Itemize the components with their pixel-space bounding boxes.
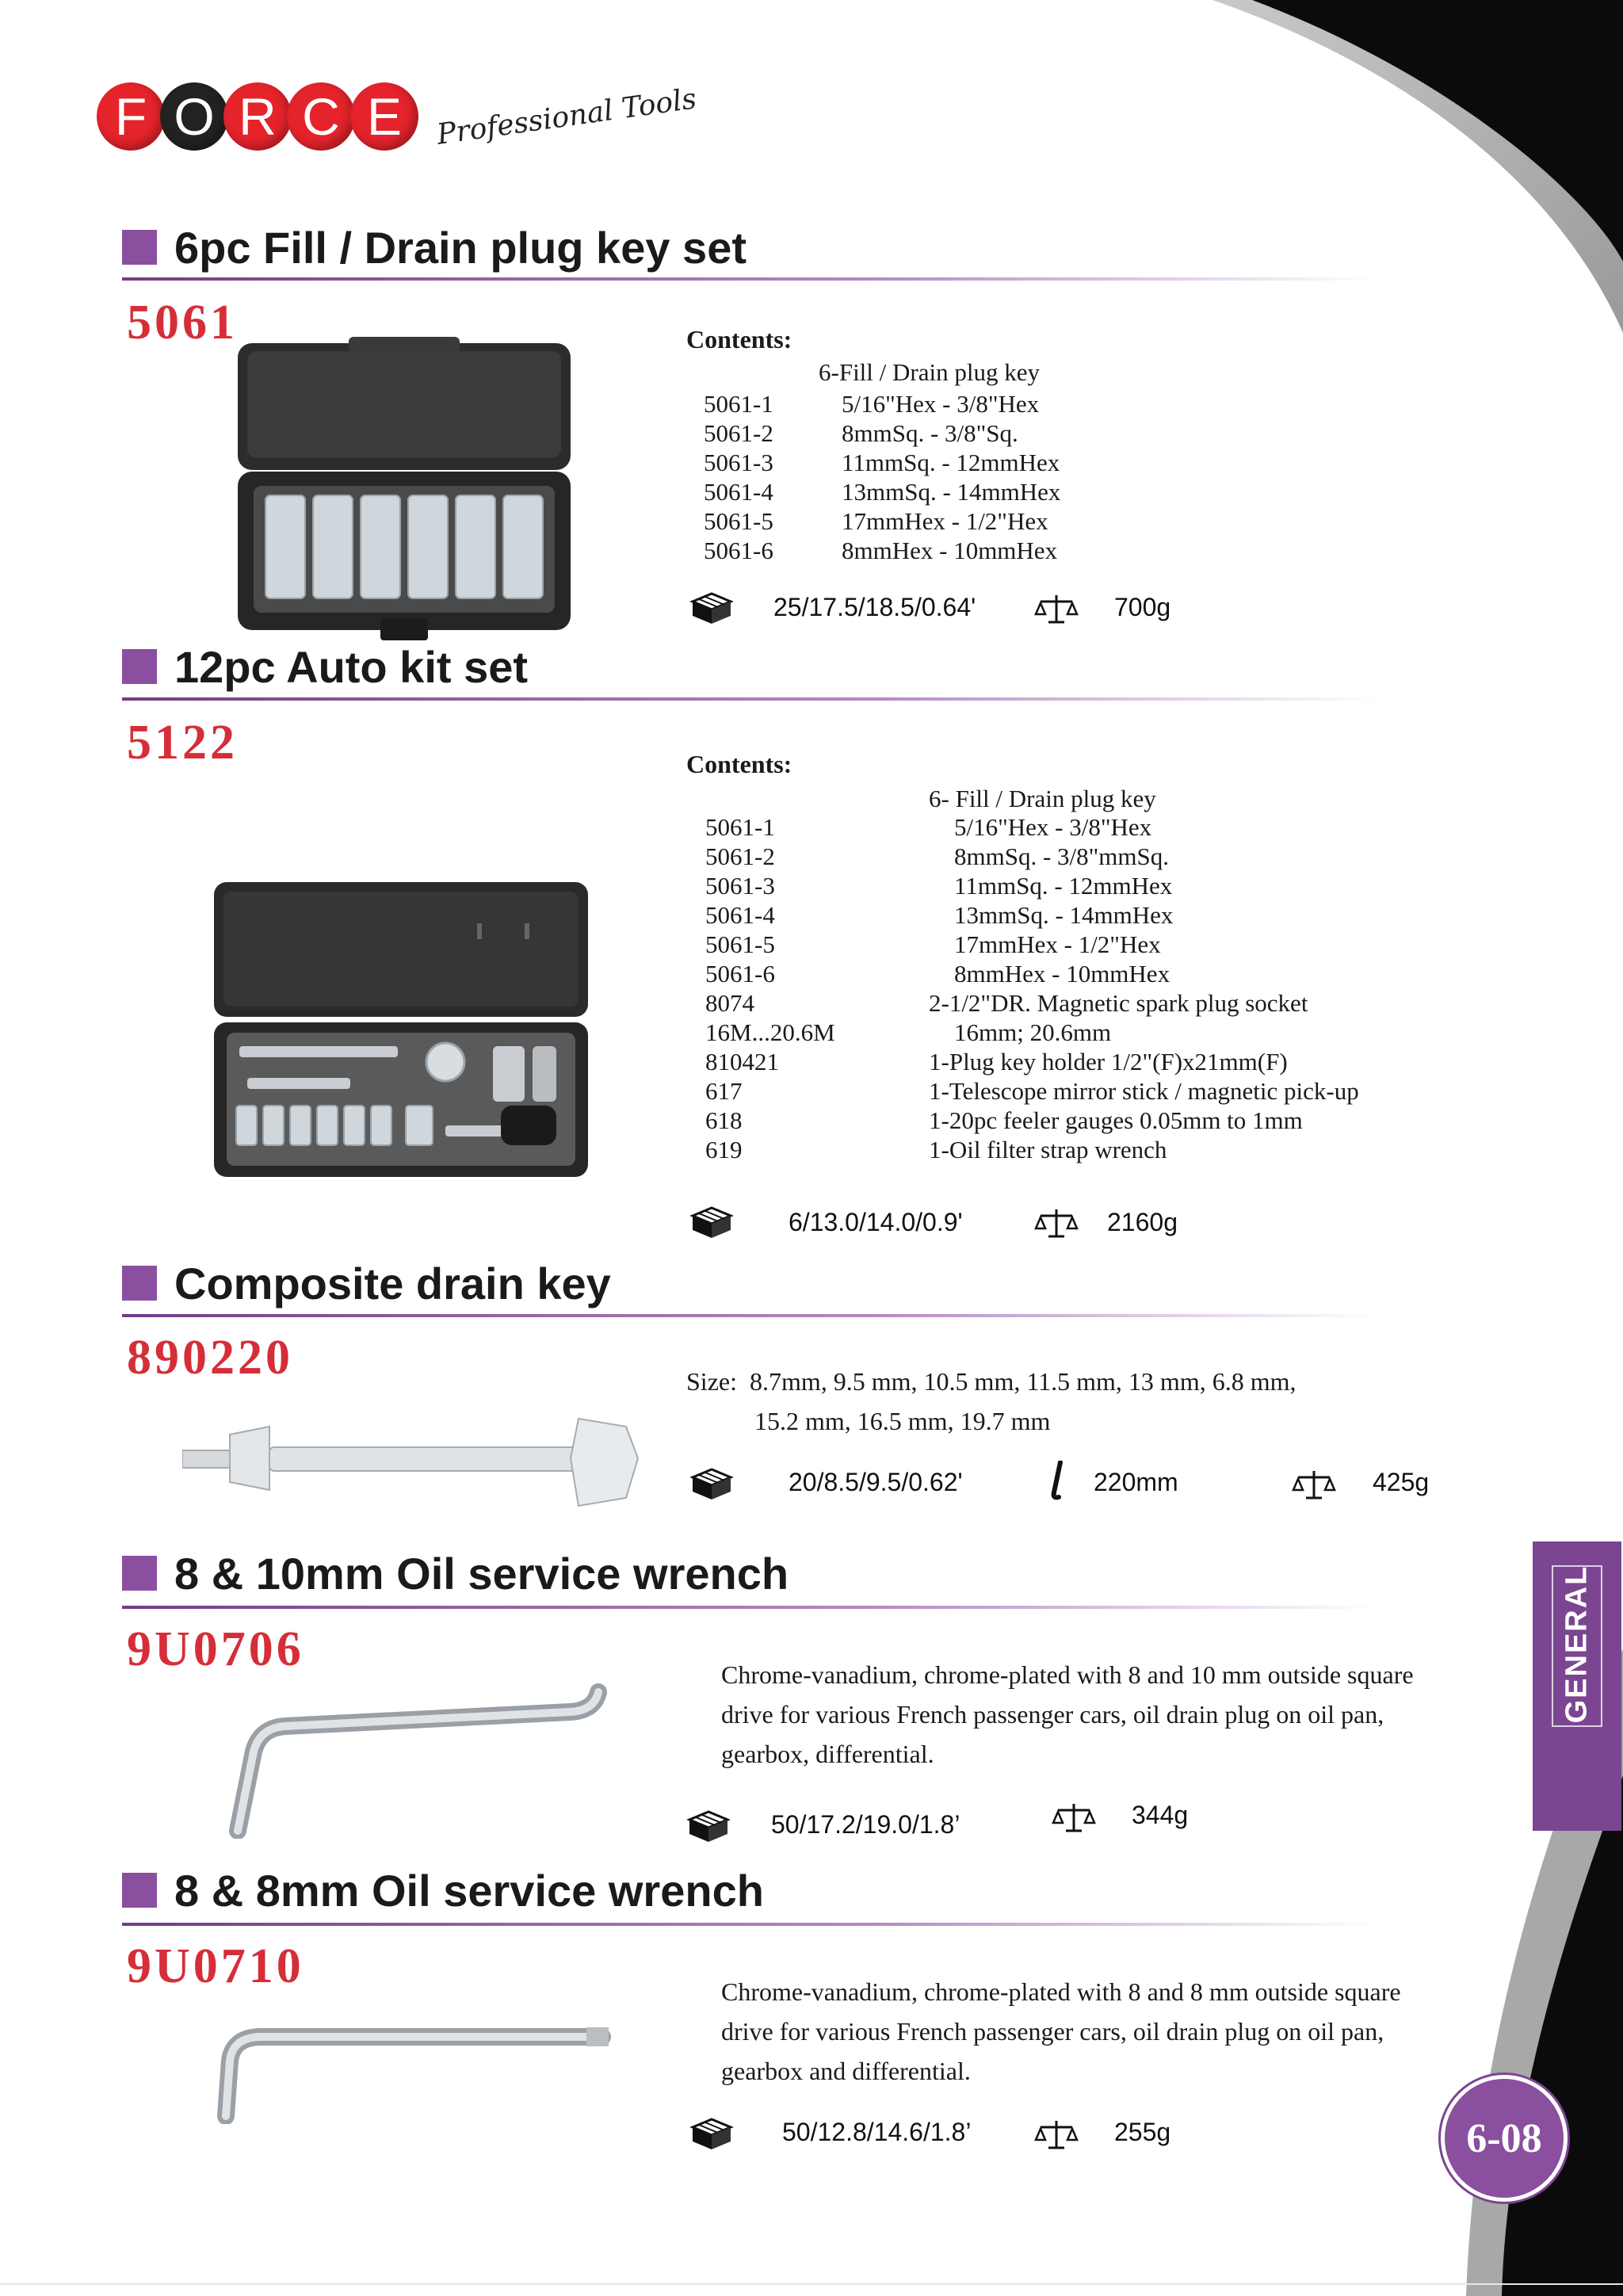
section-title: 8 & 8mm Oil service wrench [122, 1862, 764, 1918]
item-code: 8074 [705, 989, 754, 1017]
item-desc: 16mm; 20.6mm [954, 1018, 1112, 1046]
product-image-5122 [208, 876, 594, 1185]
section-title: 8 & 10mm Oil service wrench [122, 1545, 789, 1601]
product-code: 5061 [127, 296, 238, 350]
contents-heading: 6- Fill / Drain plug key [929, 785, 1156, 812]
description-line: gearbox and differential. [721, 2057, 971, 2085]
section-title: 12pc Auto kit set [122, 639, 528, 694]
weight-scale-icon [1034, 1205, 1079, 1241]
brand-logo [97, 81, 697, 152]
weight-spec: 2160g [1107, 1208, 1178, 1236]
item-desc: 1-Telescope mirror stick / magnetic pick-up [929, 1077, 1359, 1105]
size-line: Size: 8.7mm, 9.5 mm, 10.5 mm, 11.5 mm, 13 mm, 6.8 mm, [686, 1367, 1296, 1396]
section-title: 6pc Fill / Drain plug key set [122, 220, 747, 275]
weight-spec: 344g [1132, 1801, 1189, 1829]
product-image-5061 [230, 337, 579, 646]
item-desc: 8mmSq. - 3/8"mmSq. [954, 842, 1170, 870]
item-code: 5061-4 [704, 478, 773, 506]
item-desc: 8mmHex - 10mmHex [954, 960, 1170, 988]
item-desc: 2-1/2"DR. Magnetic spark plug socket [929, 989, 1308, 1017]
item-code: 5061-1 [705, 813, 775, 841]
product-image-9U0710 [206, 2013, 618, 2124]
item-desc: 13mmSq. - 14mmHex [954, 901, 1174, 929]
section-rule [122, 1923, 1378, 1926]
length-spec: 220mm [1094, 1468, 1178, 1496]
item-code: 5061-6 [705, 960, 775, 988]
item-desc: 5/16"Hex - 3/8"Hex [842, 390, 1040, 418]
weight-spec: 255g [1114, 2118, 1171, 2146]
item-code: 5061-2 [704, 419, 773, 447]
item-desc: 11mmSq. - 12mmHex [842, 449, 1060, 476]
item-desc: 11mmSq. - 12mmHex [954, 872, 1173, 900]
package-box-icon [689, 1466, 734, 1503]
description-line: drive for various French passenger cars, oil drain plug on oil pan, [721, 1700, 1384, 1729]
section-rule [122, 697, 1378, 701]
item-desc: 13mmSq. - 14mmHex [842, 478, 1061, 506]
logo-letter: E [350, 82, 418, 151]
item-desc: 1-Plug key holder 1/2"(F)x21mm(F) [929, 1048, 1288, 1075]
weight-scale-icon [1052, 1799, 1096, 1836]
package-box-icon [689, 1205, 734, 1241]
item-code: 5061-3 [704, 449, 773, 476]
item-code: 16M...20.6M [705, 1018, 835, 1046]
product-image-9U0706 [222, 1680, 618, 1839]
packing-spec: 6/13.0/14.0/0.9' [789, 1208, 963, 1236]
section-square-icon [122, 649, 157, 684]
product-code: 9U0710 [127, 1939, 304, 1993]
page-number: 6-08 [1441, 2075, 1568, 2202]
contents-heading: 6-Fill / Drain plug key [819, 358, 1040, 386]
item-desc: 8mmSq. - 3/8"Sq. [842, 419, 1018, 447]
product-code: 890220 [127, 1331, 293, 1385]
description-line: drive for various French passenger cars, oil drain plug on oil pan, [721, 2017, 1384, 2046]
description-line: Chrome-vanadium, chrome-plated with 8 and 8 mm outside square [721, 1977, 1401, 2006]
section-square-icon [122, 1873, 157, 1908]
item-desc: 17mmHex - 1/2"Hex [842, 507, 1048, 535]
section-rule [122, 277, 1378, 281]
item-code: 619 [705, 1136, 743, 1163]
product-image-890220 [182, 1411, 642, 1514]
item-desc: 17mmHex - 1/2"Hex [954, 930, 1161, 958]
contents-label: Contents: [686, 750, 792, 778]
description-line: Chrome-vanadium, chrome-plated with 8 and 10 mm outside square [721, 1660, 1414, 1689]
category-tab-general [1533, 1541, 1621, 1831]
item-code: 5061-3 [705, 872, 775, 900]
item-code: 5061-5 [704, 507, 773, 535]
item-code: 5061-2 [705, 842, 775, 870]
weight-scale-icon [1034, 590, 1079, 627]
size-line: 15.2 mm, 16.5 mm, 19.7 mm [754, 1407, 1051, 1435]
item-desc: 8mmHex - 10mmHex [842, 537, 1058, 564]
logo-letter: F [97, 82, 165, 151]
product-code: 9U0706 [127, 1622, 304, 1676]
item-desc: 5/16"Hex - 3/8"Hex [954, 813, 1152, 841]
packing-spec: 20/8.5/9.5/0.62' [789, 1468, 963, 1496]
item-code: 618 [705, 1106, 743, 1134]
weight-spec: 700g [1114, 593, 1171, 621]
item-code: 5061-5 [705, 930, 775, 958]
packing-spec: 50/17.2/19.0/1.8’ [771, 1810, 960, 1839]
description-line: gearbox, differential. [721, 1740, 934, 1768]
package-box-icon [686, 1809, 731, 1845]
section-rule [122, 1606, 1378, 1609]
packing-spec: 50/12.8/14.6/1.8’ [782, 2118, 972, 2146]
item-code: 617 [705, 1077, 743, 1105]
section-rule [122, 1314, 1378, 1317]
packing-spec: 25/17.5/18.5/0.64' [773, 593, 976, 621]
weight-scale-icon [1034, 2116, 1079, 2153]
item-desc: 1-Oil filter strap wrench [929, 1136, 1167, 1163]
item-code: 5061-6 [704, 537, 773, 564]
section-square-icon [122, 1556, 157, 1591]
section-square-icon [122, 230, 157, 265]
product-code: 5122 [127, 716, 238, 770]
logo-letter: C [287, 82, 355, 151]
category-label: GENERAL [1560, 1564, 1594, 1724]
section-title: Composite drain key [122, 1255, 611, 1311]
contents-label: Contents: [686, 325, 792, 353]
item-desc: 1-20pc feeler gauges 0.05mm to 1mm [929, 1106, 1303, 1134]
item-code: 5061-1 [704, 390, 773, 418]
item-code: 5061-4 [705, 901, 775, 929]
package-box-icon [689, 590, 734, 627]
weight-scale-icon [1292, 1466, 1336, 1503]
logo-tagline: Professional Tools [434, 82, 699, 151]
length-icon [1044, 1461, 1068, 1502]
item-code: 810421 [705, 1048, 779, 1075]
weight-spec: 425g [1373, 1468, 1430, 1496]
logo-letter: R [223, 82, 292, 151]
package-box-icon [689, 2116, 734, 2153]
logo-letter: O [160, 82, 228, 151]
section-square-icon [122, 1266, 157, 1301]
